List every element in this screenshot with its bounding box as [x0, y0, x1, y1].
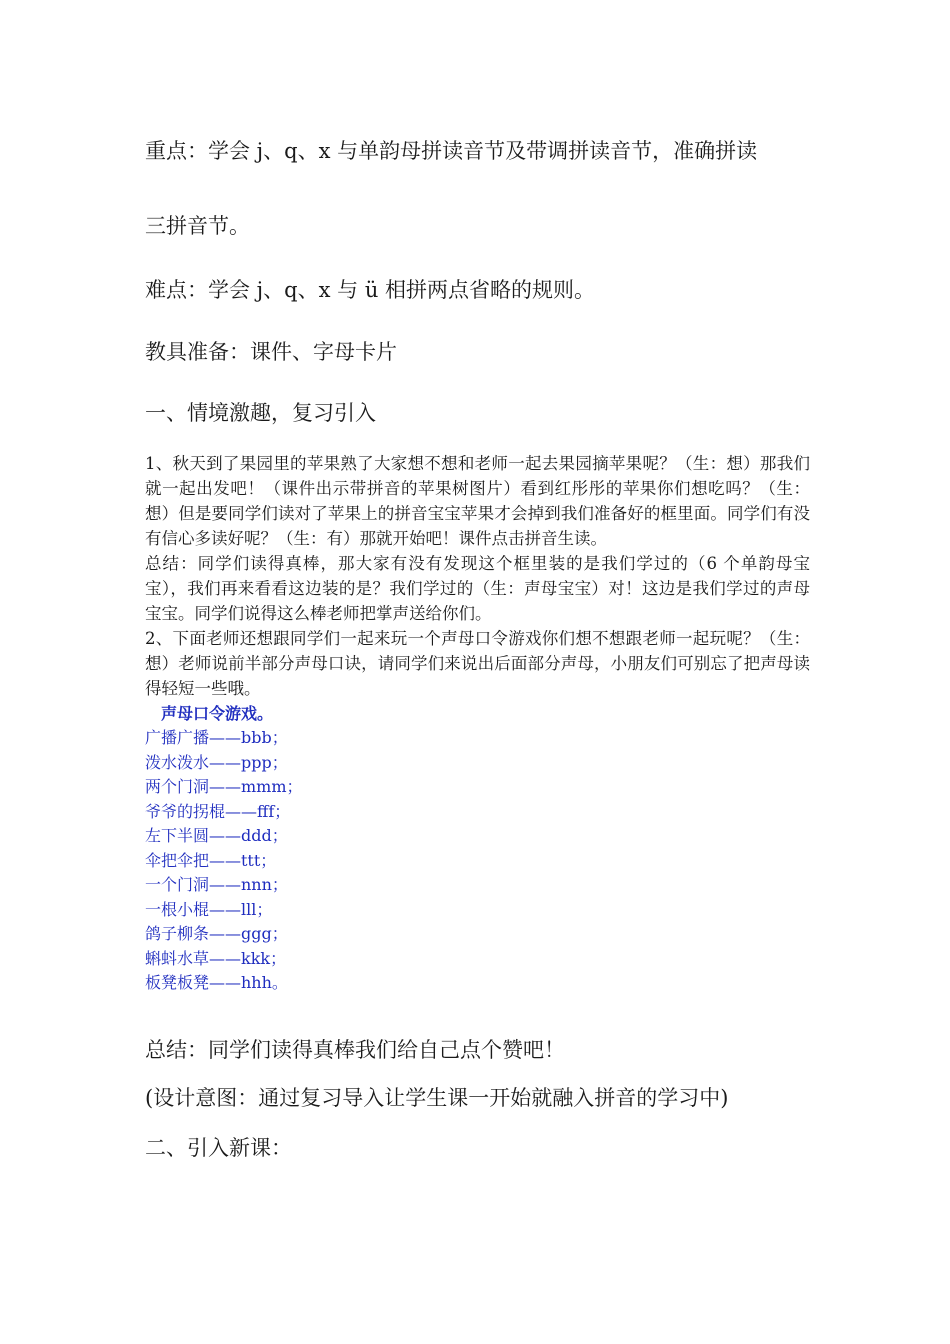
section1-body	[145, 451, 810, 996]
section1-title: 一、情境激趣，复习引入	[145, 401, 376, 425]
key-point-line1: 重点：学会 j、q、x 与单韵母拼读音节及带调拼读音节，准确拼读	[145, 139, 758, 163]
section2-title: 二、引入新课：	[145, 1136, 292, 1160]
chant-list	[145, 726, 810, 996]
chant-line: 泼水泼水——ppp；	[145, 752, 288, 772]
key-point-line2: 三拼音节。	[145, 214, 250, 238]
game-title: 声母口令游戏。	[161, 704, 274, 723]
chant-line: 板凳板凳——hhh。	[145, 973, 288, 992]
chant-line: 两个门洞——mmm；	[145, 777, 303, 796]
chant-line: 广播广播——bbb；	[145, 728, 288, 747]
teaching-materials: 教具准备：课件、字母卡片	[145, 340, 397, 364]
chant-line: 蝌蚪水草——kkk；	[145, 948, 287, 968]
chant-line: 鸽子柳条——ggg；	[145, 924, 288, 943]
chant-line: 一根小棍——lll；	[145, 899, 273, 919]
design-intent: (设计意图：通过复习导入让学生课一开始就融入拼音的学习中)	[145, 1086, 729, 1110]
chant-line: 伞把伞把——ttt；	[145, 850, 277, 870]
difficulty-point: 难点：学会 j、q、x 与 ü 相拼两点省略的规则。	[145, 278, 596, 302]
summary-2: 总结：同学们读得真棒我们给自己点个赞吧！	[145, 1038, 565, 1062]
chant-line: 左下半圆——ddd；	[145, 826, 288, 845]
paragraph-1: 1、秋天到了果园里的苹果熟了大家想不想和老师一起去果园摘苹果呢？（生：想）那我们就一起出发吧！（课件出示带拼音的苹果树图片）看到红彤彤的苹果你们想吃吗？（生：想）但是要同学们读对了苹果上的拼音宝宝苹果才会掉到我们准备好的框里面。同学们有没有信心多读好呢？（生：有）那就开始吧！课件点击拼音生读。	[145, 454, 810, 548]
paragraph-2: 2、下面老师还想跟同学们一起来玩一个声母口令游戏你们想不想跟老师一起玩呢？（生：想）老师说前半部分声母口诀，请同学们来说出后面部分声母，小朋友们可别忘了把声母读得轻短一些哦。	[145, 629, 810, 698]
chant-line: 一个门洞——nnn；	[145, 875, 288, 894]
chant-line: 爷爷的拐棍——fff；	[145, 801, 291, 821]
summary-1: 总结：同学们读得真棒，那大家有没有发现这个框里装的是我们学过的（6 个单韵母宝宝），我们再来看看这边装的是？我们学过的（生：声母宝宝）对！这边是我们学过的声母宝宝。同学们说得这么棒老师把掌声送给你们。	[145, 554, 810, 623]
